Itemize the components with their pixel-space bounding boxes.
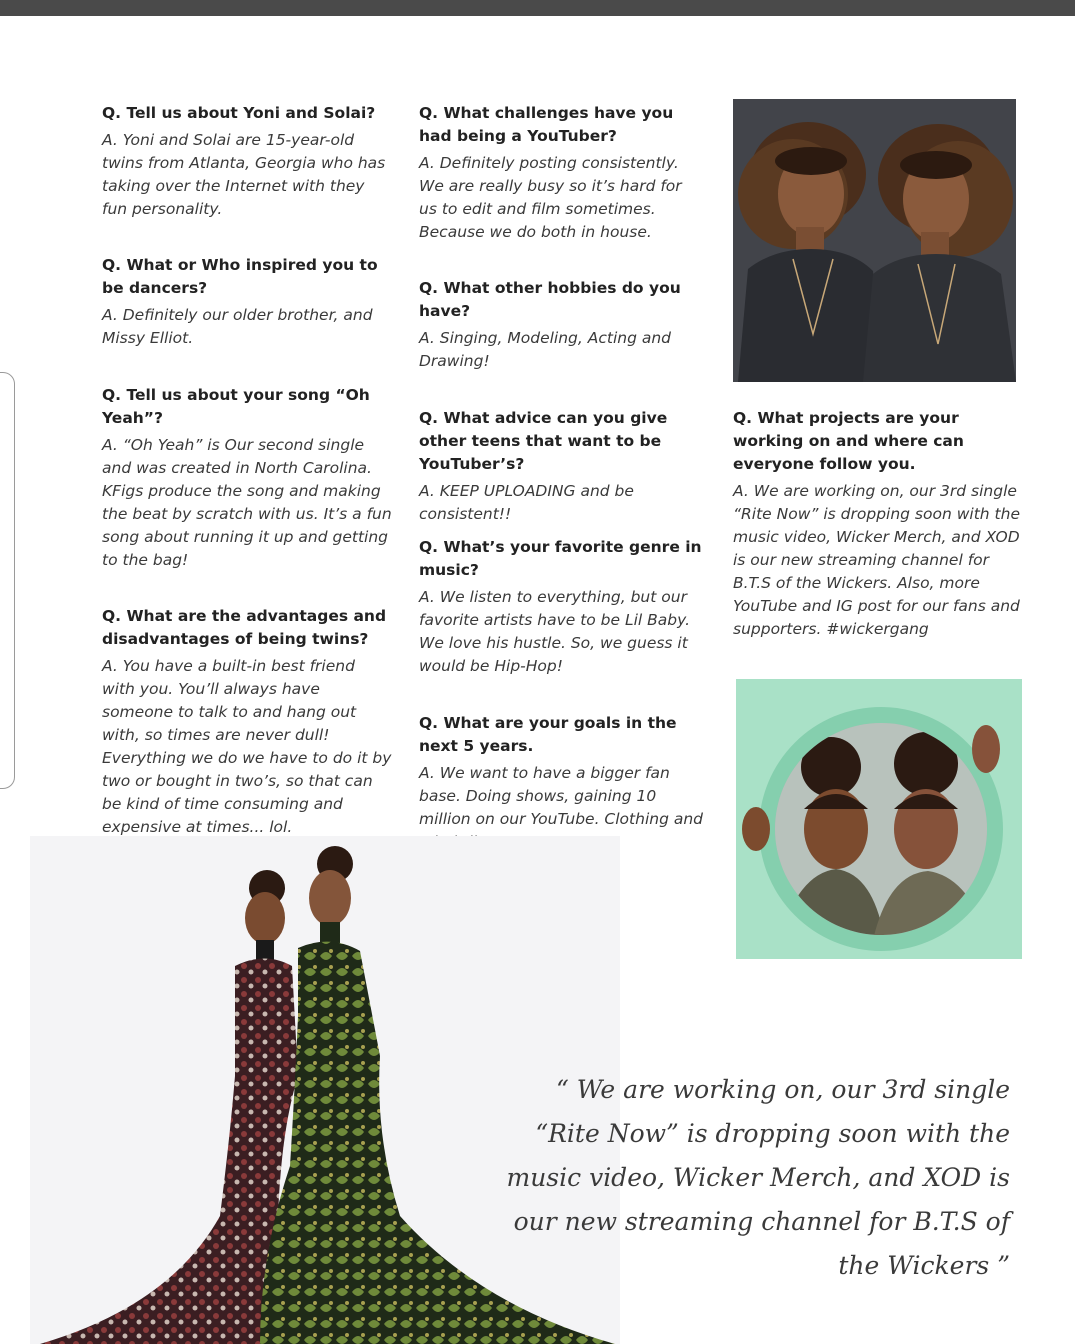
question: Q. What are your goals in the next 5 years. xyxy=(419,714,677,755)
qa-block-twins xyxy=(102,605,392,839)
question: Q. Tell us about Yoni and Solai? xyxy=(102,104,376,122)
question: Q. What or Who inspired you to be dancers? xyxy=(102,256,378,297)
question: Q. What’s your favorite genre in music? xyxy=(419,538,702,579)
question: Q. What projects are your working on and where can everyone follow you. xyxy=(733,409,964,473)
answer: A. Singing, Modeling, Acting and Drawing! xyxy=(419,329,671,370)
question: Q. Tell us about your song “Oh Yeah”? xyxy=(102,386,370,427)
qa-block-about xyxy=(102,102,392,221)
question: Q. What other hobbies do you have? xyxy=(419,279,681,320)
answer: A. You have a built-in best friend with you. You’ll always have someone to talk to and hang out with, so times are never dull! Everything we do we have to do it by two or bought in two’s, so that can be kind of time consuming and expensive at times... lol. xyxy=(102,657,392,836)
answer: A. We want to have a bigger fan base. Doing shows, gaining 10 million on our YouTube. Clothing and xyxy=(419,764,704,828)
answer: A. We are working on, our 3rd single “Rite Now” is dropping soon with the music video, Wicker Merch, and XOD is our new streaming channel for B.T.S of the Wickers. Also, more YouTube and IG post for our fans and supporters. #wickergang xyxy=(733,482,1020,638)
qa-block-song xyxy=(102,384,392,572)
pull-quote: “ We are working on, our 3rd single “Rite Now” is dropping soon with the music video, Wicker Merch, and XOD is our new streaming channel for B.T.S of the Wickers ” xyxy=(506,1075,1010,1280)
question: Q. What are the advantages and disadvantages of being twins? xyxy=(102,607,387,648)
top-bar xyxy=(0,0,1075,16)
qa-block-inspiration xyxy=(102,254,392,350)
answer: A. KEEP UPLOADING and be consistent!! xyxy=(419,482,634,523)
question: Q. What advice can you give other teens that want to be YouTuber’s? xyxy=(419,409,668,473)
twins-portrait-illustration xyxy=(733,99,1016,382)
qa-block-projects xyxy=(733,407,1023,641)
twins-window-illustration xyxy=(736,679,1022,959)
answer: A. Yoni and Solai are 15-year-old twins from Atlanta, Georgia who has taking over the Internet with they fun personality. xyxy=(102,131,386,218)
qa-block-hobbies xyxy=(419,277,704,373)
answer: A. Definitely our older brother, and Missy Elliot. xyxy=(102,306,373,347)
qa-block-genre xyxy=(419,536,704,678)
answer: A. We listen to everything, but our favorite artists have to be Lil Baby. We love his hustle. So, we guess it would be Hip-Hop! xyxy=(419,588,691,675)
side-scroll-tab[interactable] xyxy=(0,372,15,789)
twins-portrait-photo xyxy=(733,99,1016,382)
question: Q. What challenges have you had being a YouTuber? xyxy=(419,104,674,145)
qa-block-advice xyxy=(419,407,704,526)
qa-block-goals xyxy=(419,712,704,854)
answer: A. “Oh Yeah” is Our second single and was created in North Carolina. KFigs produce the song and making the beat by scratch with us. It’s a fun song about running it up and getting to the bag! xyxy=(102,436,392,569)
twins-window-photo xyxy=(736,679,1022,959)
qa-block-challenges xyxy=(419,102,704,244)
answer: A. Definitely posting consistently. We are really busy so it’s hard for us to edit and film sometimes. Because we do both in house. xyxy=(419,154,682,241)
